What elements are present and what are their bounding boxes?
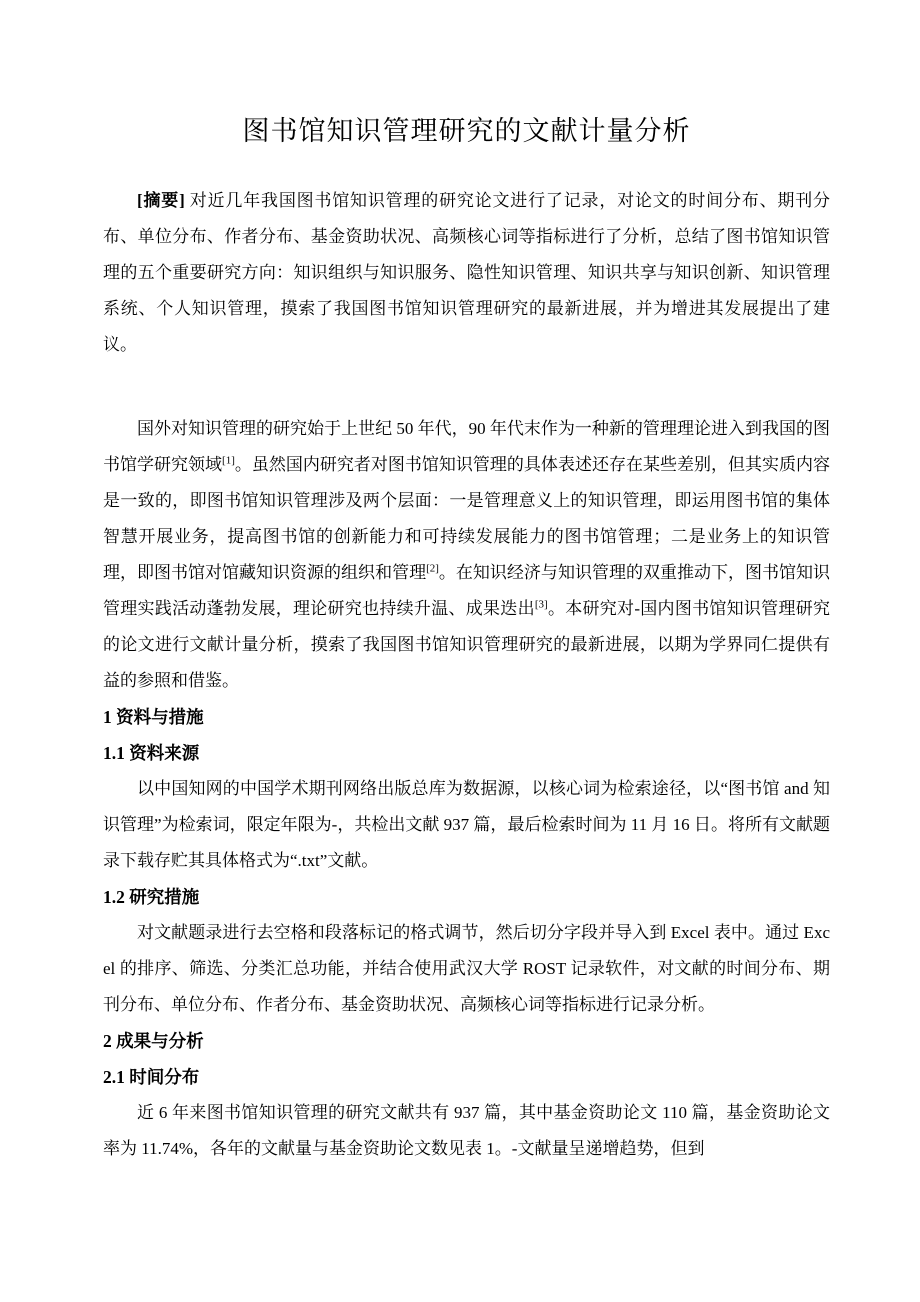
intro-segment-4: 。本研究对-国内图书馆知识管理研究的论文进行文献计量分析，摸索了我国图书馆知识管理研究的最新进展，以期为学界同仁提供有益的参照和借鉴。 (103, 599, 831, 690)
intro-segment-1: 国外对知识管理的研究始于上世纪 50 年代，90 年代末作为一种新的管理理论进入到我国的图书馆学研究领域 (103, 419, 830, 474)
abstract-label: [摘要] (137, 191, 185, 210)
abstract-text: 对近几年我国图书馆知识管理的研究论文进行了记录，对论文的时间分布、期刊分布、单位分布、作者分布、基金资助状况、高频核心词等指标进行了分析，总结了图书馆知识管理的五个重要研究方向：知识组织与知识服务、隐性知识管理、知识共享与知识创新、知识管理系统、个人知识管理，摸索了我国图书馆知识管理研究的最新进展，并为增进其发展提出了建议。 (103, 191, 831, 354)
section-heading-2-1: 2.1 时间分布 (103, 1067, 200, 1087)
document-title: 图书馆知识管理研究的文献计量分析 (242, 116, 691, 146)
intro-segment-2: 。虽然国内研究者对图书馆知识管理的具体表述还存在某些差别，但其实质内容是一致的，即图书馆知识管理涉及两个层面：一是管理意义上的知识管理，即运用图书馆的集体智慧开展业务，提高图书馆的创新能力和可持续发展能力的图书馆管理；二是业务上的知识管理，即图书馆对馆藏知识资源的组织和管理 (103, 455, 831, 582)
section-1-1-paragraph: 以中国知网的中国学术期刊网络出版总库为数据源，以核心词为检索途径，以“图书馆 and 知识管理”为检索词，限定年限为-，共检出文献 937 篇，最后检索时间为 11 月 16 日。将所有文献题录下载存贮其具体格式为“.txt”文献。 (103, 779, 830, 870)
citation-ref-1: [1] (222, 454, 235, 467)
section-heading-1-2: 1.2 研究措施 (103, 887, 200, 907)
section-2-1-paragraph: 近 6 年来图书馆知识管理的研究文献共有 937 篇，其中基金资助论文 110 篇，基金资助论文率为 11.74%，各年的文献量与基金资助论文数见表 1。-文献量呈递增趋势，但到 (103, 1103, 830, 1158)
section-heading-1: 1 资料与措施 (103, 707, 204, 727)
intro-segment-3: 。在知识经济与知识管理的双重推动下，图书馆知识管理实践活动蓬勃发展，理论研究也持续升温、成果迭出 (103, 563, 830, 618)
section-1-2-paragraph: 对文献题录进行去空格和段落标记的格式调节，然后切分字段并导入到 Excel 表中。通过 Excel 的排序、筛选、分类汇总功能，并结合使用武汉大学 ROST 记录软件，对文献的时间分布、期刊分布、单位分布、作者分布、基金资助状况、高频核心词等指标进行记录分析。 (103, 923, 830, 1014)
citation-ref-2: [2] (426, 562, 439, 575)
section-heading-1-1: 1.1 资料来源 (103, 743, 200, 763)
abstract-paragraph (103, 183, 830, 363)
section-heading-2: 2 成果与分析 (103, 1031, 204, 1051)
intro-paragraph (103, 411, 830, 699)
citation-ref-3: [3] (534, 598, 548, 611)
